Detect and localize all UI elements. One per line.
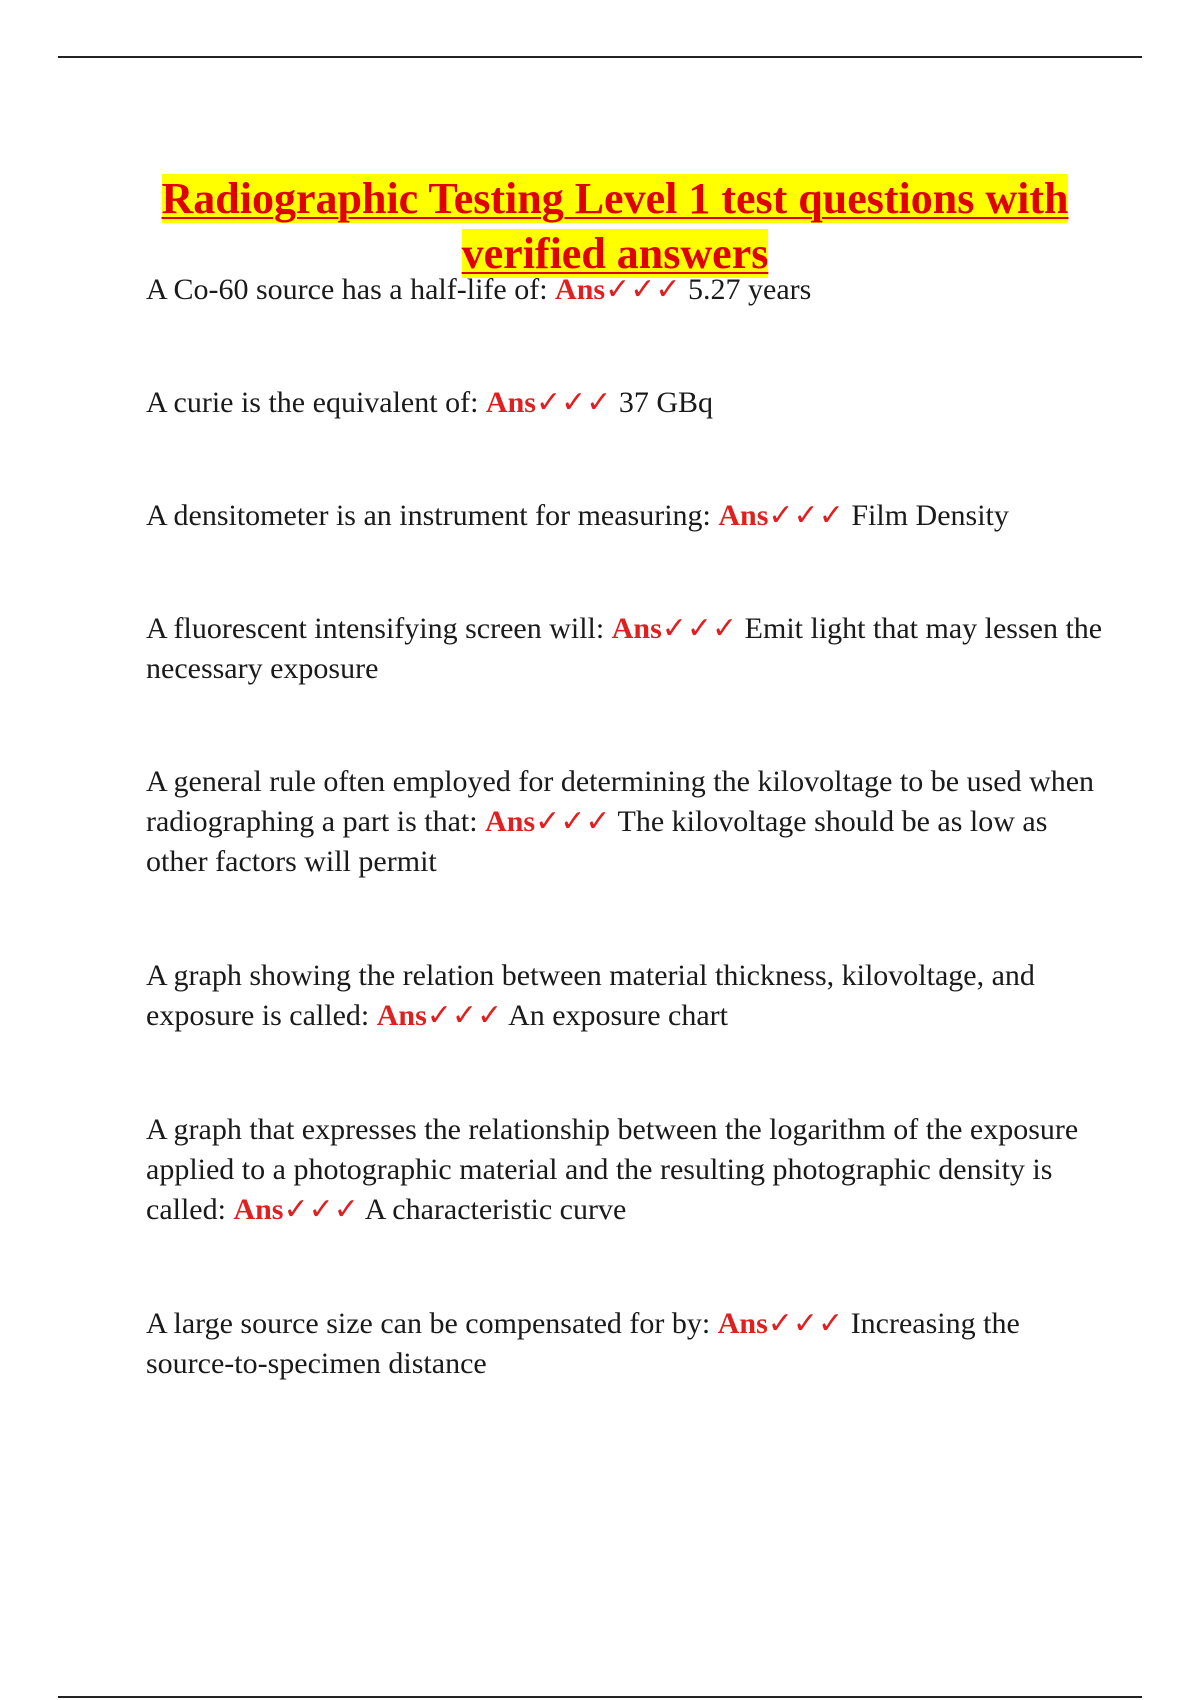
check-marks: ✓✓✓ [535,805,611,838]
question-text: A Co-60 source has a half-life of: [146,273,548,306]
question-text: A densitometer is an instrument for measuring: [146,499,711,532]
document-title [120,171,1110,281]
answer-text: A characteristic curve [364,1193,627,1226]
answer-text: Film Density [851,499,1009,532]
check-marks: ✓✓✓ [605,273,681,306]
qa-item [146,270,1106,310]
question-text: A fluorescent intensifying screen will: [146,612,605,645]
answer-text: 37 GBq [618,386,714,419]
answer-marker: Ans [555,273,606,306]
question-text: A large source size can be compensated for by: [146,1307,711,1340]
answer-text: 5.27 years [688,273,812,306]
check-marks: ✓✓✓ [426,999,503,1032]
answer-marker: Ans [485,386,536,419]
answer-marker: Ans [718,499,769,532]
answer-marker: Ans [611,612,662,645]
check-marks: ✓✓✓ [768,499,844,532]
qa-item [146,1110,1106,1230]
answer-marker: Ans [485,805,536,838]
check-marks: ✓✓✓ [283,1193,359,1226]
qa-item [146,762,1106,882]
question-text: A general rule often employed for determining the kilovoltage to be used when radiographing a part is that: [146,765,1095,838]
qa-item [146,956,1106,1036]
question-text: A curie is the equivalent of: [146,386,479,419]
bottom-rule [58,1696,1142,1698]
document-title-text: Radiographic Testing Level 1 test questions with verified answers [161,174,1069,279]
qa-item [146,1304,1106,1384]
qa-item [146,609,1106,689]
top-rule [58,56,1142,58]
check-marks: ✓✓✓ [535,386,612,419]
check-marks: ✓✓✓ [661,612,738,645]
answer-text: Increasing the source-to-specimen distance [146,1307,1020,1380]
answer-text: The kilovoltage should be as low as other factors will permit [146,805,1048,878]
qa-item [146,496,1106,536]
check-marks: ✓✓✓ [767,1307,844,1340]
question-text: A graph showing the relation between material thickness, kilovoltage, and exposure is called: [146,959,1035,1032]
answer-marker: Ans [717,1307,768,1340]
answer-marker: Ans [376,999,427,1032]
answer-text: An exposure chart [508,999,728,1032]
answer-text: Emit light that may lessen the necessary exposure [146,612,1103,685]
qa-item [146,383,1106,423]
answer-marker: Ans [233,1193,284,1226]
question-text: A graph that expresses the relationship between the logarithm of the exposure applied to a photographic material and the resulting photographic density is called: [146,1113,1079,1226]
